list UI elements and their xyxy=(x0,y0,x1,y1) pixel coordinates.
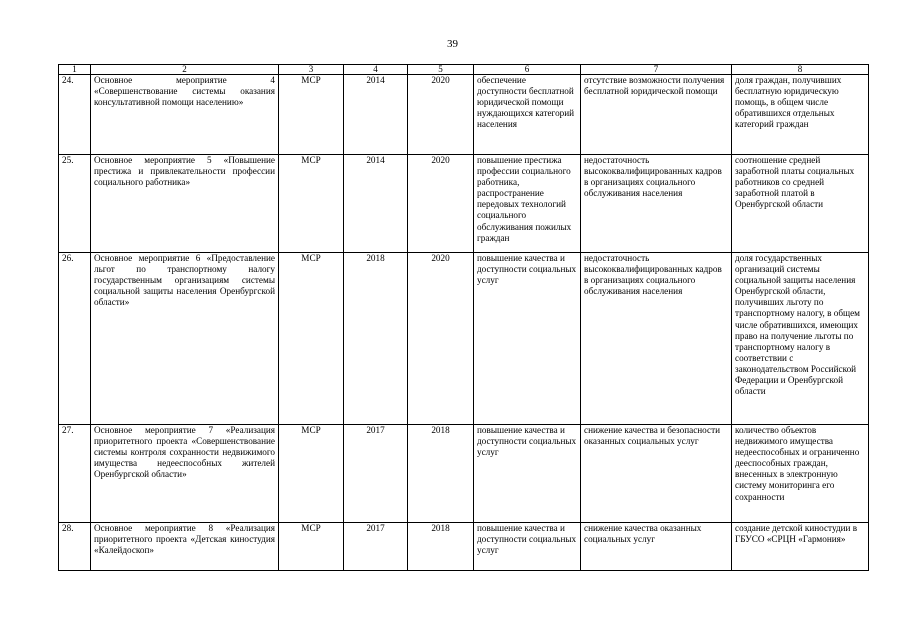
executor: МСР xyxy=(279,425,344,523)
end-year: 2018 xyxy=(408,523,474,571)
table-row xyxy=(59,253,869,425)
table-row xyxy=(59,75,869,155)
table-row xyxy=(59,155,869,253)
executor: МСР xyxy=(279,253,344,425)
start-year: 2014 xyxy=(344,75,408,155)
expected-result: обеспечение доступности бесплатной юридической помощи нуждающихся категорий населения xyxy=(474,75,581,155)
risk: снижение качества оказанных социальных услуг xyxy=(581,523,732,571)
column-header: 7 xyxy=(581,65,732,75)
indicator: создание детской киностудии в ГБУСО «СРЦН «Гармония» xyxy=(732,523,869,571)
executor: МСР xyxy=(279,155,344,253)
start-year: 2017 xyxy=(344,523,408,571)
expected-result: повышение качества и доступности социальных услуг xyxy=(474,253,581,425)
indicator: соотношение средней заработной платы социальных работников со средней заработной платой в Оренбургской области xyxy=(732,155,869,253)
risk: недостаточность высококвалифицированных кадров в организациях социального обслуживания населения xyxy=(581,155,732,253)
risk: снижение качества и безопасности оказанных социальных услуг xyxy=(581,425,732,523)
page-number: 39 xyxy=(447,38,458,50)
expected-result: повышение престижа профессии социального работника, распространение передовых технологий социального обслуживания пожилых граждан xyxy=(474,155,581,253)
measures-table xyxy=(58,64,869,571)
risk: отсутствие возможности получения бесплатной юридической помощи xyxy=(581,75,732,155)
end-year: 2018 xyxy=(408,425,474,523)
expected-result: повышение качества и доступности социальных услуг xyxy=(474,425,581,523)
column-header: 2 xyxy=(91,65,279,75)
indicator: количество объектов недвижимого имущества недееспособных и ограниченно дееспособных граждан, внесенных в электронную систему мониторинга его сохранности xyxy=(732,425,869,523)
end-year: 2020 xyxy=(408,253,474,425)
start-year: 2018 xyxy=(344,253,408,425)
column-header: 3 xyxy=(279,65,344,75)
column-header: 4 xyxy=(344,65,408,75)
row-number: 28. xyxy=(59,523,91,571)
end-year: 2020 xyxy=(408,75,474,155)
table-row xyxy=(59,425,869,523)
measure-name: Основное мероприятие 7 «Реализация приоритетного проекта «Совершенствование системы контроля сохранности недвижимого имущества недееспособных жителей Оренбургской области» xyxy=(91,425,279,523)
measure-name: Основное мероприятие 8 «Реализация приоритетного проекта «Детская киностудия «Калейдоскоп» xyxy=(91,523,279,571)
indicator: доля государственных организаций системы социальной защиты населения Оренбургской области, получивших льготу по транспортному налогу, в общем числе обратившихся, имеющих право на получение льготы по транспортному налогу в соответствии с законодательством Российской Федерации и Оренбургской области xyxy=(732,253,869,425)
column-header: 5 xyxy=(408,65,474,75)
start-year: 2017 xyxy=(344,425,408,523)
executor: МСР xyxy=(279,523,344,571)
table-row xyxy=(59,523,869,571)
risk: недостаточность высококвалифицированных кадров в организациях социального обслуживания населения xyxy=(581,253,732,425)
row-number: 25. xyxy=(59,155,91,253)
measure-name: Основное мероприятие 6 «Предоставление льгот по транспортному налогу государственным организациям системы социальной защиты населения Оренбургской области» xyxy=(91,253,279,425)
indicator: доля граждан, получивших бесплатную юридическую помощь, в общем числе обратившихся отдельных категорий граждан xyxy=(732,75,869,155)
end-year: 2020 xyxy=(408,155,474,253)
executor: МСР xyxy=(279,75,344,155)
start-year: 2014 xyxy=(344,155,408,253)
expected-result: повышение качества и доступности социальных услуг xyxy=(474,523,581,571)
row-number: 27. xyxy=(59,425,91,523)
measure-name: Основное мероприятие 5 «Повышение престижа и привлекательности профессии социального работника» xyxy=(91,155,279,253)
measure-name: Основное мероприятие 4 «Совершенствование системы оказания консультативной помощи населению» xyxy=(91,75,279,155)
column-header: 8 xyxy=(732,65,869,75)
row-number: 24. xyxy=(59,75,91,155)
row-number: 26. xyxy=(59,253,91,425)
column-header: 1 xyxy=(59,65,91,75)
column-header: 6 xyxy=(474,65,581,75)
header-row xyxy=(59,65,869,75)
